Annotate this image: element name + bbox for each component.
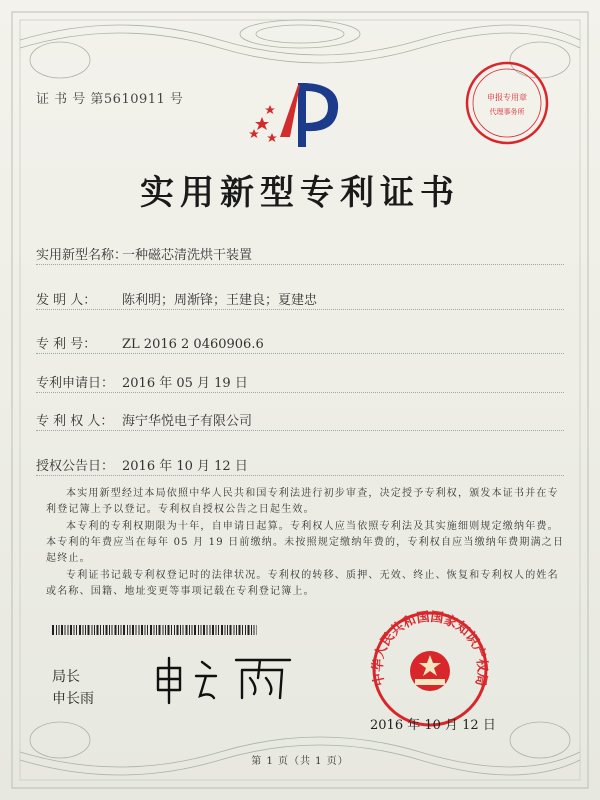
field-value: 陈利明；周渐锋；王建良；夏建忠	[122, 293, 318, 308]
barcode-icon	[52, 625, 257, 635]
divider	[36, 475, 564, 476]
paragraph: 本实用新型经过本局依照中华人民共和国专利法进行初步审查，决定授予专利权，颁发本证书并在专利登记簿上予以登记。专利权自授权公告之日起生效。	[46, 488, 559, 515]
field-utility-name	[36, 244, 252, 263]
divider	[36, 430, 564, 431]
field-patentee	[36, 410, 252, 429]
handwritten-signature-icon	[150, 648, 310, 708]
field-inventors	[36, 289, 317, 308]
svg-text:申报专用章: 申报专用章	[487, 93, 527, 102]
signature-name: 申长雨	[52, 691, 94, 707]
field-value: 2016 年 10 月 12 日	[122, 459, 248, 474]
page-title: 实用新型专利证书	[140, 173, 460, 213]
field-value: 2016 年 05 月 19 日	[122, 376, 248, 391]
paragraph: 专利证书记载专利权登记时的法律状况。专利权的转移、质押、无效、终止、恢复和专利权人的姓名或名称、国籍、地址变更等事项记载在专利登记簿上。	[46, 570, 559, 597]
field-grant-date	[36, 455, 248, 474]
divider	[36, 353, 564, 354]
certificate-number: 证 书 号 第5610911 号	[36, 92, 184, 107]
field-label: 专 利 号：	[36, 337, 97, 352]
field-value: ZL 2016 2 0460906.6	[122, 337, 264, 352]
divider	[36, 309, 564, 310]
field-label: 发 明 人：	[36, 293, 97, 308]
field-label: 实用新型名称：	[36, 248, 128, 263]
official-seal-icon	[355, 605, 505, 730]
seal-date: 2016 年 10 月 12 日	[370, 718, 496, 733]
paragraph: 本专利的专利权期限为十年，自申请日起算。专利权人应当依照专利法及其实施细则规定缴纳年费。本专利的年费应当在每年 05 月 19 日前缴纳。未按照规定缴纳年费的，专利权自应当缴纳年费期满之日起终止。	[46, 521, 565, 564]
signature-title: 局长	[52, 669, 80, 685]
agency-stamp-icon	[462, 58, 552, 148]
field-application-date	[36, 372, 248, 391]
svg-text:中华人民共和国国家知识产权局: 中华人民共和国国家知识产权局	[370, 609, 490, 688]
svg-text:代理事务所: 代理事务所	[489, 108, 525, 116]
divider	[36, 264, 564, 265]
field-patent-number	[36, 333, 264, 352]
cnipa-logo-icon	[240, 75, 350, 155]
field-label: 授权公告日：	[36, 459, 115, 474]
field-value: 一种磁芯清洗烘干装置	[122, 248, 253, 263]
field-label: 专利申请日：	[36, 376, 115, 391]
field-label: 专 利 权 人：	[36, 414, 114, 429]
page-footer: 第 1 页（共 1 页）	[251, 756, 349, 767]
divider	[36, 392, 564, 393]
field-value: 海宁华悦电子有限公司	[122, 414, 253, 429]
